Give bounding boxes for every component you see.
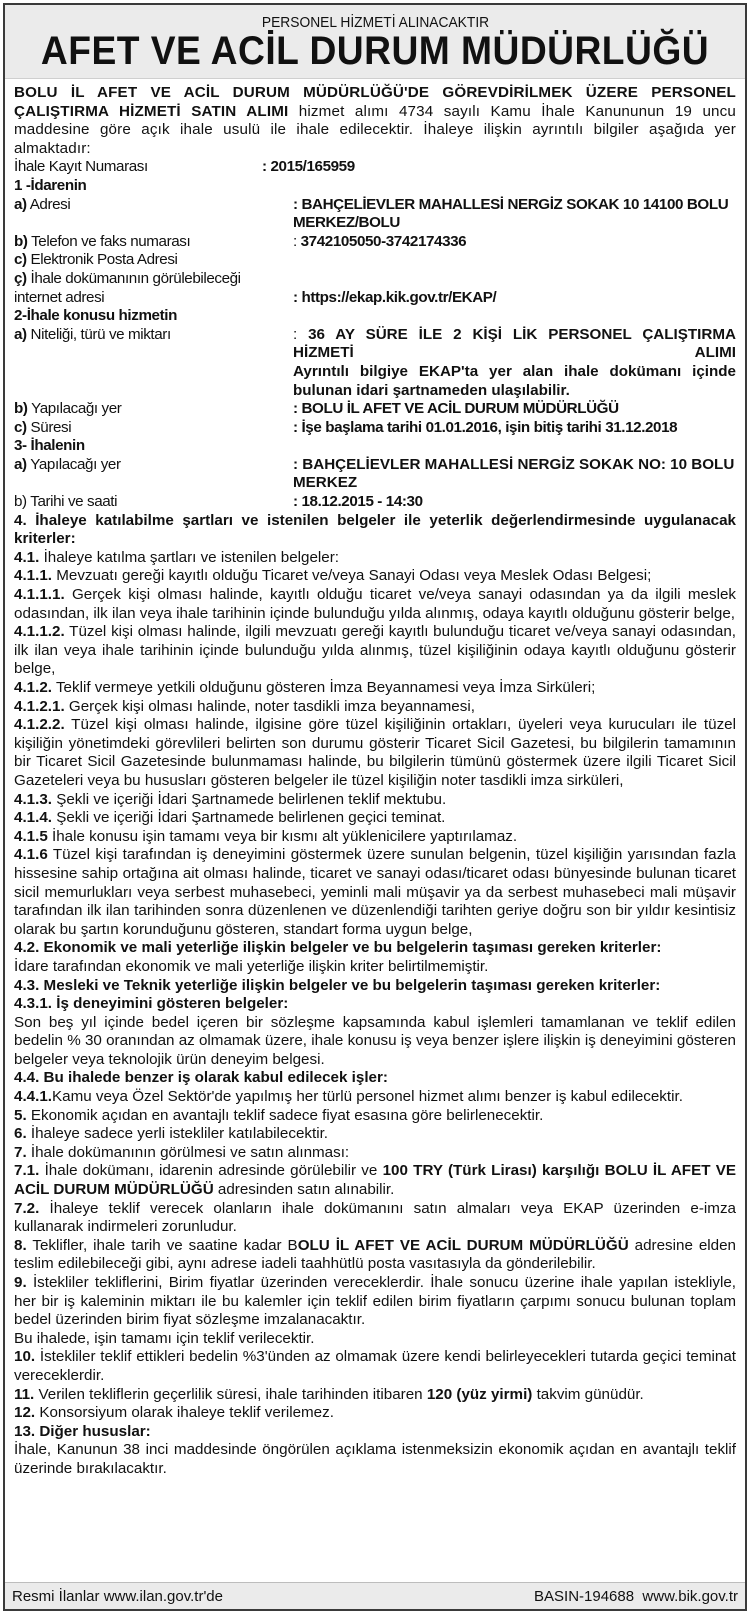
registry-value: : 2015/165959: [262, 158, 355, 176]
clause-text: Şekli ve içeriği İdari Şartnamede belirlenen geçici teminat.: [52, 809, 446, 827]
clause-text: Tüzel kişi tarafından iş deneyimini göstermek üzere sunulan belgenin, tüzel kişiliğin yarısından fazla hissesine sahip ortağına ait olması halinde, ticaret ve sanayi odası/ticaret odası bünyesinde bulunan ticaret sicil memurlukları veya serbest muhasebeci, yeminli mali müşavir ya da serbest muhasebeci mali müşavir tarafından ilk ilan tarihinden sonra düzenlenen ve düzenlendiği tarihten geriye doğru son bir yıldır kesintisiz olarak bu şartın korunduğunu gösteren, standart forma uygun belge,: [14, 846, 736, 938]
section3-heading: 3- İhalenin: [14, 437, 85, 455]
clause-text: Gerçek kişi olması halinde, noter tasdikli imza beyannamesi,: [64, 697, 475, 715]
clause-text: İhale dokümanı, idarenin adresinde görülebilir ve: [39, 1162, 383, 1180]
clause-item: [14, 1069, 736, 1088]
clause-number: 4.1.: [14, 548, 40, 566]
item-label: Niteliği, türü ve miktarı: [26, 325, 171, 343]
announcement-title: AFET VE ACİL DURUM MÜDÜRLÜĞÜ: [40, 29, 710, 73]
footer-ilan-link[interactable]: Resmi İlanlar www.ilan.gov.tr'de: [12, 1587, 223, 1605]
clause-number: 7.2.: [14, 1199, 40, 1217]
section1-heading: 1 -İdarenin: [14, 176, 87, 194]
section1-c: [14, 251, 736, 270]
clause-item: [14, 1088, 736, 1107]
ekap-link[interactable]: : https://ekap.kik.gov.tr/EKAP/: [293, 288, 497, 306]
clause-item: [14, 958, 736, 977]
clause-10: [14, 1348, 736, 1385]
clause-bold: 120 (yüz yirmi): [426, 1385, 533, 1403]
announcement-footer: [5, 1582, 745, 1609]
clause-text: Kamu veya Özel Sektör'de yapılmış her türlü personel hizmet alımı benzer iş kabul edilecektir.: [52, 1088, 683, 1106]
item-key: a): [14, 455, 27, 473]
section1-cc: [14, 270, 736, 289]
intro-paragraph: [14, 84, 736, 158]
clause-item: [14, 623, 736, 679]
item-key: c): [14, 251, 27, 269]
section1-cc-url-row: [14, 289, 736, 308]
clause-number: 4.1.2.2.: [14, 716, 65, 734]
colon: :: [293, 325, 309, 343]
service-value: 36 AY SÜRE İLE 2 KİŞİ LİK PERSONEL ÇALIŞTIRMA HİZMETİ ALIMI: [293, 325, 736, 362]
clauses-list: [14, 512, 736, 1163]
item-label: İhale dokümanının görülebileceği: [26, 269, 241, 287]
location-value: : BOLU İL AFET VE ACİL DURUM MÜDÜRLÜĞÜ: [293, 400, 619, 418]
item-label: Süresi: [26, 418, 72, 436]
clause-text: İdare tarafından ekonomik ve mali yeterliğe ilişkin kriter belirtilmemiştir.: [14, 957, 489, 975]
section3-a: [14, 456, 736, 493]
item-label: Yapılacağı yer: [27, 400, 122, 418]
footer-basin-ref[interactable]: BASIN-194688 www.bik.gov.tr: [534, 1587, 738, 1605]
clause-text: Tüzel kişi olması halinde, ilgili mevzuatı gereği kayıtlı bulunduğu ticaret ve/veya sanayi odasından, ilk ilan veya ihale tarihinin içinde bulunduğu yılda alınmış, tüzel kişiliğinin odaya kayıtlı olduğunu gösterir belge,: [14, 623, 736, 678]
clause-7-1: [14, 1162, 736, 1199]
registry-row: [14, 158, 736, 177]
clause-text: takvim günüdür.: [532, 1385, 644, 1403]
clause-text: Teklifler, ihale tarih ve saatine kadar B: [26, 1236, 298, 1254]
clause-number: 4.3.1. İş deneyimini gösteren belgeler:: [14, 995, 289, 1013]
clause-text: Verilen tekliflerin geçerlilik süresi, ihale tarihinden itibaren: [34, 1385, 427, 1403]
duration-value: : İşe başlama tarihi 01.01.2016, işin bitiş tarihi 31.12.2018: [293, 418, 678, 436]
item-key: b): [14, 400, 28, 418]
clause-item: [14, 716, 736, 790]
section2-a: [14, 326, 736, 400]
clause-item: [14, 939, 736, 958]
announcement-body: [5, 79, 745, 1479]
clause-number: 4.1.1.: [14, 567, 52, 585]
clause-number: 7.: [14, 1143, 27, 1161]
clause-number: 10.: [14, 1348, 36, 1366]
clause-text: adresinden satın alınabilir.: [213, 1181, 395, 1199]
clause-item: [14, 977, 736, 996]
section2: [14, 307, 736, 437]
clause-text: İhaleye katılma şartları ve istenilen belgeler:: [39, 548, 340, 566]
clause-number: 9.: [14, 1274, 27, 1291]
section1: [14, 177, 736, 307]
clause-13-text: İhale, Kanunun 38 inci maddesinde öngörülen açıklama istenmeksizin ekonomik açıdan en avantajlı teklif üzerinde bırakılacaktır.: [14, 1441, 736, 1477]
registry-label: İhale Kayıt Numarası: [14, 158, 148, 176]
clause-item: [14, 1014, 736, 1070]
clause-item: [14, 791, 736, 810]
clause-item: [14, 549, 736, 568]
address-value: : BAHÇELİEVLER MAHALLESİ NERGİZ SOKAK 10 14100 BOLU MERKEZ/BOLU: [293, 195, 729, 232]
clause-number: 13. Diğer hususlar:: [14, 1422, 151, 1440]
clause-text: İstekliler tekliflerini, Birim fiyatlar üzerinden vereceklerdir. İhale sonucu üzerine ihale yapılan istekliyle, her bir iş kaleminin miktarı ile bu kalemler için teklif edilen birim fiyatların çarpımı sonucu bulunan toplam bedel üzerinden birim fiyat sözleşme imzalanacaktır.: [14, 1274, 736, 1329]
item-label: Adresi: [26, 195, 71, 213]
clause-item: [14, 1125, 736, 1144]
header-kicker: PERSONEL HİZMETİ ALINACAKTIR: [261, 14, 489, 31]
clause-item: [14, 698, 736, 717]
clause-11: [14, 1386, 736, 1405]
clause-number: 4.4. Bu ihalede benzer iş olarak kabul edilecek işler:: [14, 1069, 388, 1087]
clause-text: İhaleye teklif verecek olanların ihale dokümanını satın almaları veya EKAP üzerinden e-imza kullanarak indirmeleri zorunludur.: [14, 1199, 736, 1236]
clause-text: İhaleye sadece yerli istekliler katılabilecektir.: [26, 1125, 329, 1143]
intro-text: hizmet alımı 4734 sayılı Kamu İhale Kanununun 19 uncu maddesine göre açık ihale usulü ile ihale edilecektir. İhaleye ilişkin ayrıntılı bilgiler aşağıda yer almaktadır:: [14, 102, 736, 157]
clause-number: 7.1.: [14, 1162, 40, 1180]
item-label: Telefon ve faks numarası: [27, 232, 191, 250]
section3-b: [14, 493, 736, 512]
clause-item: [14, 679, 736, 698]
clause-number: 4.1.6: [14, 846, 48, 864]
clause-item: [14, 1107, 736, 1126]
announcement-header: [5, 5, 745, 79]
clause-number: 5.: [14, 1106, 27, 1124]
clause-text: Konsorsiyum olarak ihaleye teklif verilemez.: [35, 1404, 334, 1422]
clause-text: İhale dokümanının görülmesi ve satın alınması:: [26, 1143, 350, 1161]
clause-item: [14, 586, 736, 623]
item-key: b): [14, 232, 28, 250]
clause-item: [14, 995, 736, 1014]
clause-number: 4.1.4.: [14, 809, 52, 827]
clause-item: [14, 828, 736, 847]
section1-b: [14, 233, 736, 252]
clause-bold: OLU İL AFET VE ACİL DURUM MÜDÜRLÜĞÜ: [297, 1236, 629, 1254]
clause-text: İhale konusu işin tamamı veya bir kısmı alt yüklenicilere yaptırılamaz.: [47, 827, 518, 845]
clause-9b: Bu ihalede, işin tamamı için teklif verilecektir.: [14, 1329, 315, 1347]
clause-number: 6.: [14, 1125, 27, 1143]
clause-13-heading: [14, 1423, 736, 1442]
intro-bold: BOLU İL AFET VE ACİL DURUM MÜDÜRLÜĞÜ'DE GÖREVDİRİLMEK ÜZERE PERSONEL ÇALIŞTIRMA HİZMETİ SATIN ALIMI: [14, 84, 736, 120]
clause-text: Gerçek kişi olması halinde, kayıtlı olduğu ticaret ve/veya sanayi odasından ya da ilgili meslek odasından, ilk ilan veya ihale tarihinin içinde bulunduğu yılda alınmış, odaya kayıtlı olduğunu gösterir belge,: [14, 586, 736, 622]
item-label: b) Tarihi ve saati: [14, 493, 118, 511]
clause-number: 11.: [14, 1385, 35, 1403]
item-label: internet adresi: [14, 288, 105, 306]
clause-text: Son beş yıl içinde bedel içeren bir sözleşme kapsamında kabul işlemleri tamamlanan ve teklif edilen bedelin % 30 oranından az olmamak üzere, ihale konusu iş veya benzer işlere ilişkin iş deneyimini gösteren belgeler veya teknolojik ürün deneyim belgesi.: [14, 1013, 736, 1068]
section1-a: [14, 196, 736, 233]
clause-text: Teklif vermeye yetkili olduğunu gösteren İmza Beyannamesi veya İmza Sirküleri;: [52, 679, 596, 696]
clause-number: 8.: [14, 1236, 27, 1254]
clause-number: 4.3. Mesleki ve Teknik yeterliğe ilişkin belgeler ve bu belgelerin taşıması gereken kriterler:: [14, 976, 661, 994]
section2-c: [14, 419, 736, 438]
section2-heading: 2-İhale konusu hizmetin: [14, 307, 177, 325]
clause-9: [14, 1274, 736, 1330]
clause-number: 4.4.1.: [14, 1088, 52, 1106]
clause-text: Ekonomik açıdan en avantajlı teklif sadece fiyat esasına göre belirlenecektir.: [26, 1106, 544, 1124]
clause-number: 4.1.1.1.: [14, 586, 65, 604]
clause-number: 12.: [14, 1404, 36, 1422]
clause-item: [14, 846, 736, 939]
clause-number: 4.1.1.2.: [14, 623, 65, 641]
tender-location-value: : BAHÇELİEVLER MAHALLESİ NERGİZ SOKAK NO: 10 BOLU MERKEZ: [293, 455, 735, 492]
clause-text: İstekliler teklif ettikleri bedelin %3'ünden az olmamak üzere kendi belirleyecekleri tutarda geçici teminat vereceklerdir.: [14, 1348, 736, 1384]
clause-8: [14, 1237, 736, 1274]
clause-12: [14, 1404, 736, 1423]
clause-number: 4. İhaleye katılabilme şartları ve istenilen belgeler ile yeterlik değerlendirmesinde uygulanacak kriterler:: [14, 511, 736, 548]
clause-text: adresine elden teslim edilebileceği gibi, aynı adrese iadeli taahhütlü posta vasıtasıyla da gönderilebilir.: [14, 1236, 737, 1273]
clause-number: 4.1.5: [14, 827, 48, 845]
clause-number: 4.2. Ekonomik ve mali yeterliğe ilişkin belgeler ve bu belgelerin taşıması gereken kriterler:: [14, 939, 662, 957]
clause-number: 4.1.3.: [14, 790, 52, 808]
colon: :: [293, 232, 301, 250]
service-note: Ayrıntılı bilgiye EKAP'ta yer alan ihale dokümanı içinde bulunan idari şartnameden ulaşılabilir.: [293, 362, 736, 399]
phone-value: 3742105050-3742174336: [300, 232, 467, 250]
item-key: c): [14, 418, 27, 436]
item-key: a): [14, 325, 27, 343]
tender-datetime-value: : 18.12.2015 - 14:30: [293, 493, 423, 511]
clause-item: [14, 512, 736, 549]
clause-item: [14, 1144, 736, 1163]
clause-number: 4.1.2.1.: [14, 697, 65, 715]
clause-text: Tüzel kişi olması halinde, ilgisine göre tüzel kişiliğinin ortakları, üyeleri veya kurucuları ile tüzel kişiliğin yönetimdeki görevlileri belirten son durumu gösterir Ticaret Sicil Gazetesi, bu bilgilerin tamamının bir Ticaret Sicil Gazetesinde bulunmaması halinde, bu bilgilerin tümünü göstermek üzere ilgili Ticaret Sicil Gazeteleri veya bu hususları gösteren belgeler ile tüzel kişiliğin noter tasdikli imza sirküleri,: [14, 716, 736, 789]
clause-bold: 100 TRY (Türk Lirası) karşılığı BOLU İL AFET VE ACİL DURUM MÜDÜRLÜĞÜ: [14, 1162, 736, 1199]
section2-b: [14, 400, 736, 419]
item-key: ç): [14, 269, 27, 287]
clause-7-2: [14, 1200, 736, 1237]
clause-item: [14, 567, 736, 586]
item-label: Elektronik Posta Adresi: [26, 251, 178, 269]
item-label: Yapılacağı yer: [26, 455, 121, 473]
announcement-frame: [3, 3, 747, 1611]
clause-number: 4.1.2.: [14, 679, 52, 696]
section3: [14, 437, 736, 511]
clause-text: Mevzuatı gereği kayıtlı olduğu Ticaret ve/veya Sanayi Odası veya Meslek Odası Belgesi;: [52, 567, 652, 585]
item-key: a): [14, 195, 27, 213]
clause-item: [14, 809, 736, 828]
clause-text: Şekli ve içeriği İdari Şartnamede belirlenen teklif mektubu.: [52, 790, 447, 808]
